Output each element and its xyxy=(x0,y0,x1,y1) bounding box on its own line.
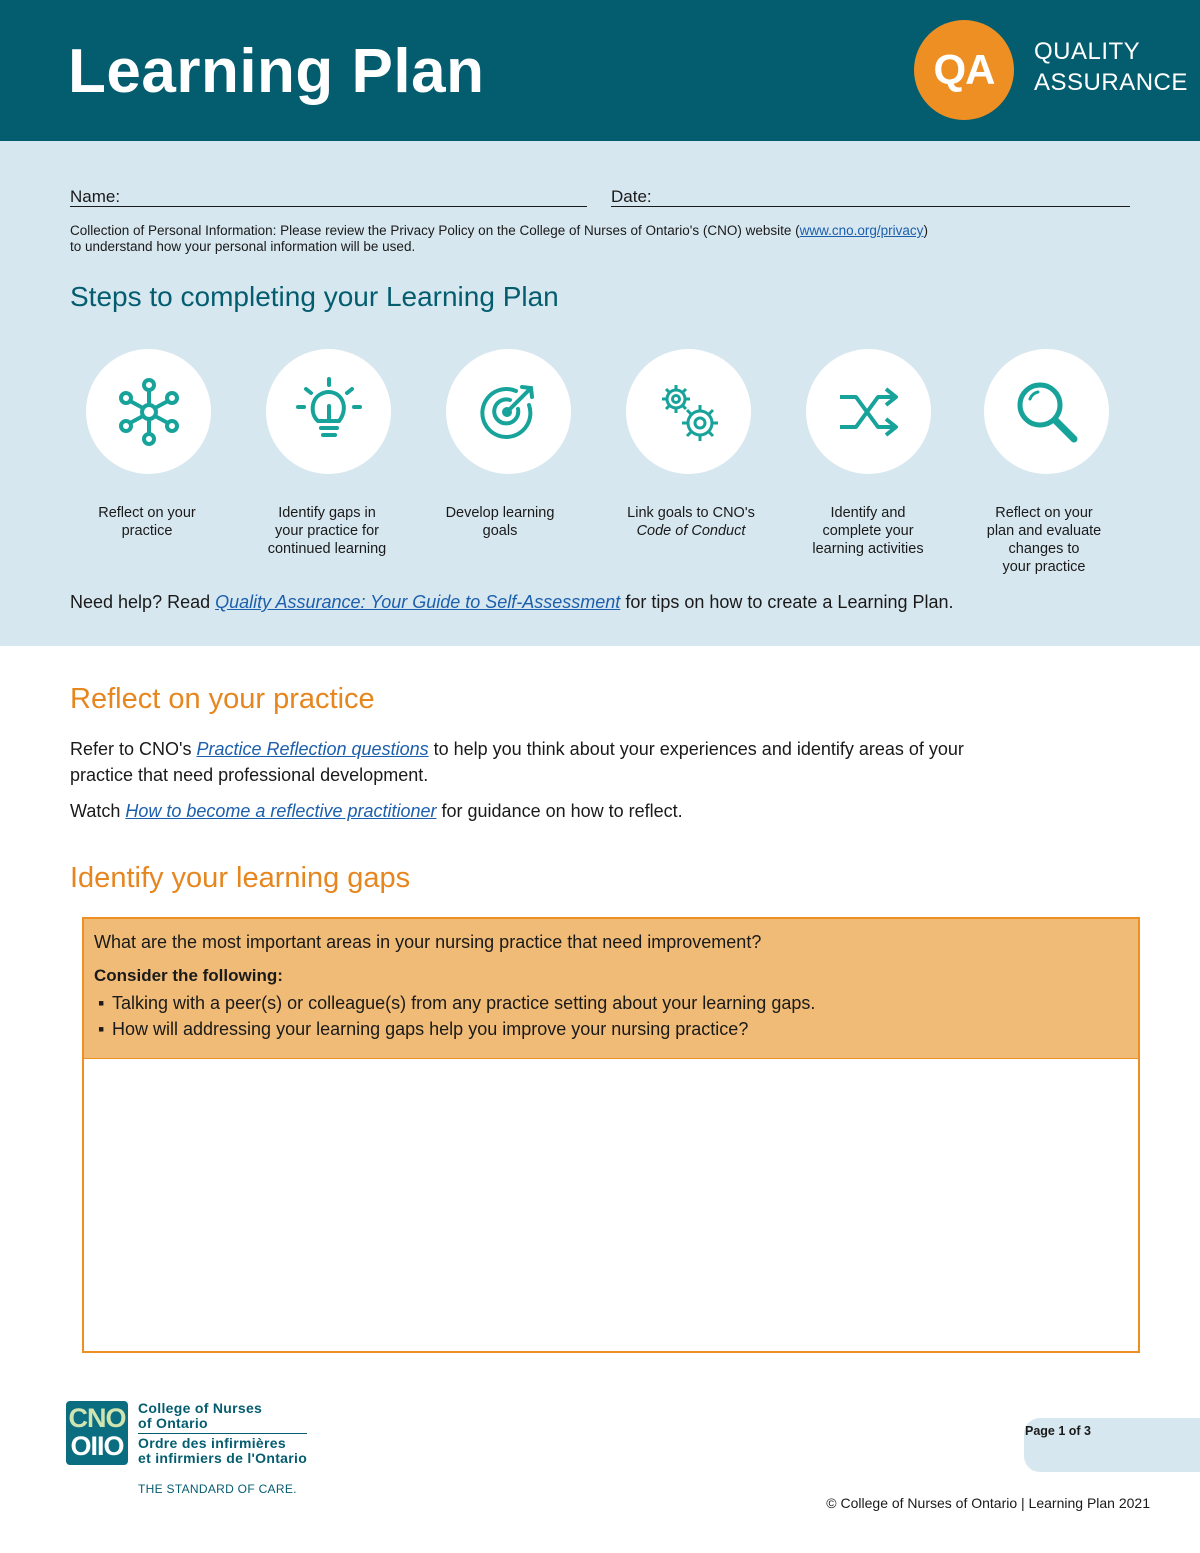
org-name-line: Ordre des infirmières xyxy=(138,1433,307,1451)
learning-gaps-answer-area[interactable] xyxy=(84,1059,1138,1351)
reflect-paragraph-1 xyxy=(70,736,1130,788)
org-name-line: College of Nurses xyxy=(138,1400,263,1416)
reflect-text: Refer to CNO's xyxy=(70,739,197,759)
shuffle-icon xyxy=(834,377,904,447)
lightbulb-icon xyxy=(294,377,364,447)
step-label-line: practice xyxy=(121,523,173,539)
cno-logo xyxy=(66,1401,128,1465)
bullet-icon: ▪ xyxy=(98,1019,105,1039)
gears-icon xyxy=(654,377,724,447)
tagline: THE STANDARD OF CARE. xyxy=(138,1482,297,1496)
privacy-link[interactable]: www.cno.org/privacy xyxy=(799,223,924,238)
step-5-label xyxy=(793,504,943,558)
name-label: Name: xyxy=(70,187,121,206)
step-label-line: Identify and xyxy=(830,505,906,521)
bullet-text: How will addressing your learning gaps help you improve your nursing practice? xyxy=(112,1019,749,1039)
privacy-notice xyxy=(70,223,1150,255)
reflect-heading: Reflect on your practice xyxy=(70,683,375,715)
step-2-label xyxy=(252,504,402,558)
copyright: © College of Nurses of Ontario | Learning Plan 2021 xyxy=(826,1495,1150,1511)
step-label-line: learning activities xyxy=(812,541,924,557)
reflective-practitioner-link[interactable]: How to become a reflective practitioner xyxy=(125,801,437,821)
qa-label-line1: QUALITY xyxy=(1034,38,1141,65)
step-4-circle xyxy=(626,349,751,474)
privacy-text-end: ) xyxy=(923,223,928,238)
magnifier-icon xyxy=(1012,377,1082,447)
step-3-circle xyxy=(446,349,571,474)
step-label-line: Code of Conduct xyxy=(636,523,746,539)
step-1-circle xyxy=(86,349,211,474)
step-label-line: your practice for xyxy=(275,523,379,539)
step-label-line: Develop learning xyxy=(445,505,555,521)
page-number: Page 1 of 3 xyxy=(1025,1424,1091,1438)
learning-gaps-prompt xyxy=(84,919,1138,1059)
step-4-label xyxy=(611,504,771,540)
steps-heading: Steps to completing your Learning Plan xyxy=(70,281,559,312)
date-field[interactable] xyxy=(611,206,1130,207)
qa-badge: QA xyxy=(914,20,1014,120)
step-label-line: Reflect on your xyxy=(98,505,196,521)
org-name-line: et infirmiers de l'Ontario xyxy=(138,1450,308,1466)
step-label-line: Reflect on your xyxy=(995,505,1093,521)
privacy-text-line2: to understand how your personal information will be used. xyxy=(70,239,416,254)
step-1-label xyxy=(72,504,222,540)
practice-reflection-link[interactable]: Practice Reflection questions xyxy=(196,739,429,759)
list-item xyxy=(98,993,815,1014)
organization-name xyxy=(138,1401,307,1466)
step-6-label xyxy=(969,504,1119,576)
gaps-question: What are the most important areas in your nursing practice that need improvement? xyxy=(94,932,762,952)
name-field[interactable] xyxy=(70,206,587,207)
step-label-line: your practice xyxy=(1002,559,1086,575)
step-label-line: goals xyxy=(482,523,518,539)
list-item xyxy=(98,1019,748,1040)
org-name-line: of Ontario xyxy=(138,1415,208,1431)
qa-label xyxy=(1034,36,1188,98)
network-icon xyxy=(114,377,184,447)
logo-text-top: CNO xyxy=(68,1403,126,1433)
step-label-line: Link goals to CNO's xyxy=(627,505,755,521)
help-text-end: for tips on how to create a Learning Plan. xyxy=(620,592,954,612)
consider-label: Consider the following: xyxy=(94,966,283,985)
step-3-label xyxy=(425,504,575,540)
step-label-line: changes to xyxy=(1008,541,1080,557)
step-5-circle xyxy=(806,349,931,474)
self-assessment-guide-link[interactable]: Quality Assurance: Your Guide to Self-Assessment xyxy=(215,592,621,612)
reflect-text: for guidance on how to reflect. xyxy=(436,801,683,821)
reflect-paragraph-2 xyxy=(70,798,1130,824)
step-label-line: Identify gaps in xyxy=(278,505,376,521)
help-text xyxy=(70,592,954,613)
learning-gaps-box xyxy=(82,917,1140,1353)
step-label-line: continued learning xyxy=(267,541,387,557)
reflect-text: practice that need professional development. xyxy=(70,765,429,785)
page-title: Learning Plan xyxy=(68,37,485,106)
logo-text-bottom: OIIO xyxy=(70,1431,124,1461)
header-banner xyxy=(0,0,1200,141)
step-6-circle xyxy=(984,349,1109,474)
bullet-icon: ▪ xyxy=(98,993,105,1013)
step-label-line: plan and evaluate xyxy=(986,523,1102,539)
step-label-line: complete your xyxy=(822,523,914,539)
target-icon xyxy=(474,377,544,447)
privacy-text: Collection of Personal Information: Please review the Privacy Policy on the College of Nurses of Ontario's (CNO) website ( xyxy=(70,223,800,238)
reflect-text: to help you think about your experiences and identify areas of your xyxy=(428,739,964,759)
qa-label-line2: ASSURANCE xyxy=(1034,69,1188,96)
gaps-heading: Identify your learning gaps xyxy=(70,862,411,894)
reflect-text: Watch xyxy=(70,801,126,821)
step-2-circle xyxy=(266,349,391,474)
date-label: Date: xyxy=(611,187,652,206)
help-text-start: Need help? Read xyxy=(70,592,216,612)
bullet-text: Talking with a peer(s) or colleague(s) from any practice setting about your learning gaps. xyxy=(112,993,816,1013)
